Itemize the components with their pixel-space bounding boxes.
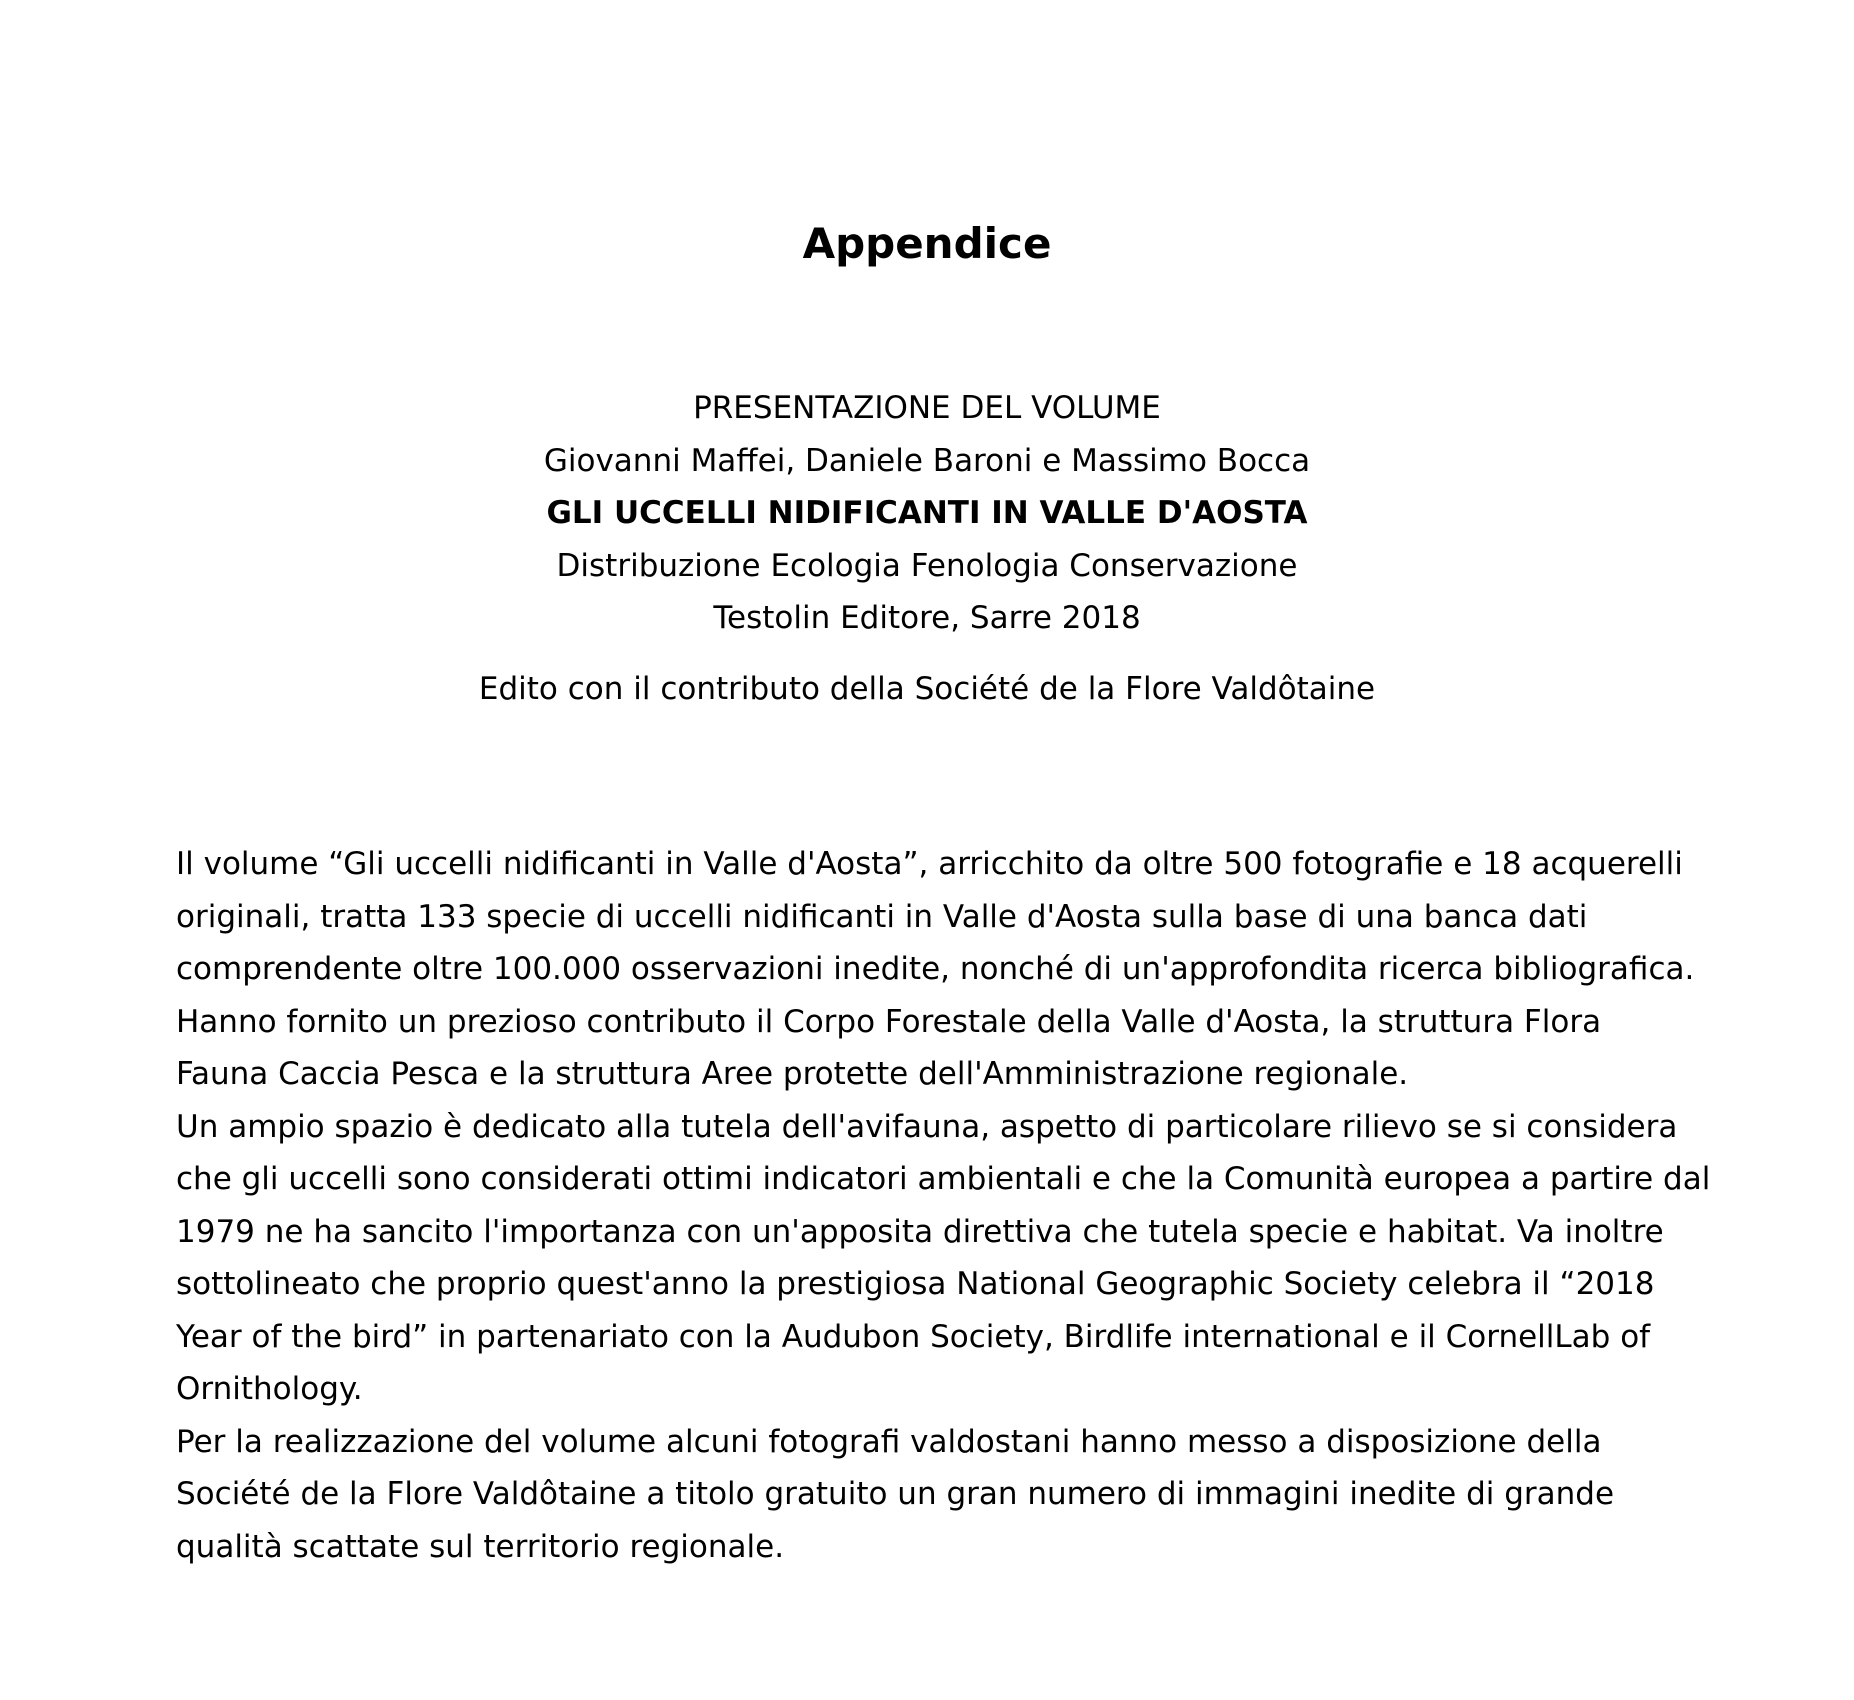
body-line: Un ampio spazio è dedicato alla tutela dell'avifauna, aspetto di particolare rilievo se si considera: [176, 1108, 1678, 1145]
body-line: Société de la Flore Valdôtaine a titolo gratuito un gran numero di immagini inedite di grande: [176, 1476, 1615, 1512]
book-credit: Edito con il contributo della Société de la Flore Valdôtaine: [478, 670, 1376, 707]
body-line: Hanno fornito un prezioso contributo il Corpo Forestale della Valle d'Aosta, la struttura Flora: [176, 1003, 1602, 1040]
body-line: Per la realizzazione del volume alcuni fotografi valdostani hanno messo a disposizione della: [176, 1423, 1602, 1460]
book-title: GLI UCCELLI NIDIFICANTI IN VALLE D'AOSTA: [546, 495, 1308, 531]
presentation-heading: PRESENTAZIONE DEL VOLUME: [693, 390, 1161, 426]
book-publisher: Testolin Editore, Sarre 2018: [713, 600, 1141, 636]
body-line: Year of the bird” in partenariato con la Audubon Society, Birdlife international e il CornellLab of: [176, 1318, 1651, 1355]
book-subtitle: Distribuzione Ecologia Fenologia Conservazione: [556, 547, 1298, 584]
page-title: Appendice: [802, 219, 1052, 268]
body-line: qualità scattate sul territorio regionale.: [176, 1528, 785, 1565]
body-line: Fauna Caccia Pesca e la struttura Aree protette dell'Amministrazione regionale.: [176, 1056, 1409, 1092]
body-line: sottolineato che proprio quest'anno la prestigiosa National Geographic Society celebra il “2018: [176, 1266, 1655, 1302]
body-paragraphs: [176, 838, 1711, 1573]
body-line: Il volume “Gli uccelli nidificanti in Valle d'Aosta”, arricchito da oltre 500 fotografie e 18 acquerelli: [176, 846, 1683, 882]
body-line: originali, tratta 133 specie di uccelli nidificanti in Valle d'Aosta sulla base di una banca dati: [176, 898, 1588, 935]
body-line: comprendente oltre 100.000 osservazioni inedite, nonché di un'approfondita ricerca bibliografica.: [176, 951, 1695, 987]
body-line: 1979 ne ha sancito l'importanza con un'apposita direttiva che tutela specie e habitat. Va inoltre: [176, 1213, 1664, 1250]
book-authors: Giovanni Maffei, Daniele Baroni e Massimo Bocca: [543, 442, 1311, 479]
body-line: Ornithology.: [176, 1371, 363, 1407]
presentation-block: [0, 382, 1854, 715]
body-line: che gli uccelli sono considerati ottimi indicatori ambientali e che la Comunità europea a partire dal: [176, 1161, 1711, 1197]
